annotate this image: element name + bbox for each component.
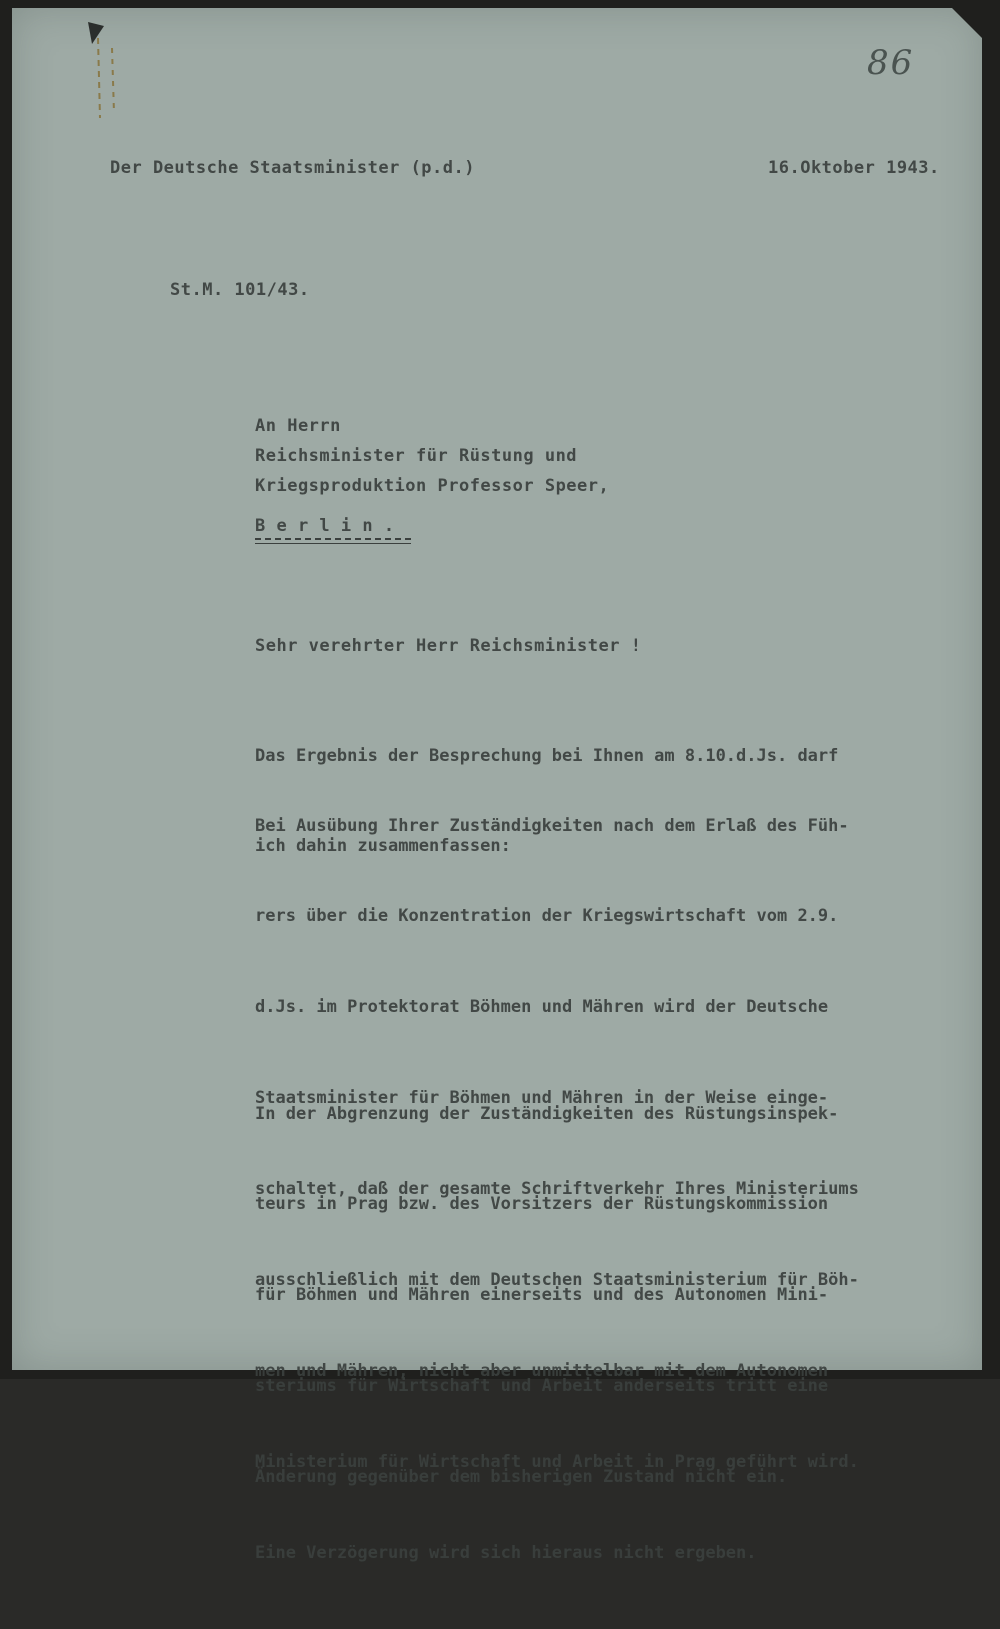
salutation: Sehr verehrter Herr Reichsminister ! [255,636,642,656]
paragraph-line: In der Abgrenzung der Zuständigkeiten des Rüstungsinspek- [255,1103,839,1124]
address-line-2: Reichsminister für Rüstung und [255,446,578,466]
paragraph-line: men und Mähren, nicht aber unmittelbar mit dem Autonomen [255,1360,829,1381]
address-line-1: An Herrn [255,416,341,436]
binding-mark-icon [82,18,122,128]
letter-date: 16.Oktober 1943. [768,158,940,178]
address-city: B e r l i n . [255,516,395,536]
paragraph-line: Änderung gegenüber dem bisherigen Zustand nicht ein. [255,1467,788,1488]
paragraph-line: Bei Ausübung Ihrer Zuständigkeiten nach dem Erlaß des Füh- [255,815,849,836]
city-underline [255,538,411,544]
paragraph-3 [255,1038,838,1553]
paragraph-line: Ministerium für Wirtschaft und Arbeit in Prag geführt wird. [255,1451,859,1472]
sender-line: Der Deutsche Staatsminister (p.d.) [110,158,475,178]
paragraph-line: Das Ergebnis der Besprechung bei Ihnen am 8.10.d.Js. darf [255,745,839,766]
folded-corner [952,8,982,38]
paragraph-line: Eine Verzögerung wird sich hieraus nicht ergeben. [255,1542,757,1563]
document-sheet [12,8,982,1563]
paragraph-line: ausschließlich mit dem Deutschen Staatsministerium für Böh- [255,1270,859,1291]
reference-number: St.M. 101/43. [170,280,310,300]
paragraph-line: für Böhmen und Mähren einerseits und des Autonomen Mini- [255,1285,829,1306]
paragraph-line: rers über die Konzentration der Kriegswirtschaft vom 2.9. [255,906,839,927]
paragraph-line: d.Js. im Protektorat Böhmen und Mähren wird der Deutsche [255,997,829,1018]
address-line-3: Kriegsproduktion Professor Speer, [255,476,610,496]
paragraph-line: Staatsminister für Böhmen und Mähren in der Weise einge- [255,1088,829,1109]
paragraph-line: teurs in Prag bzw. des Vorsitzers der Rüstungskommission [255,1194,829,1215]
paragraph-line: schaltet, daß der gesamte Schriftverkehr Ihres Ministeriums [255,1179,859,1200]
paragraph-line: steriums für Wirtschaft und Arbeit anderseits tritt eine [255,1376,829,1397]
folio-number: 86 [867,43,915,83]
paragraph-line: ich dahin zusammenfassen: [255,836,511,857]
